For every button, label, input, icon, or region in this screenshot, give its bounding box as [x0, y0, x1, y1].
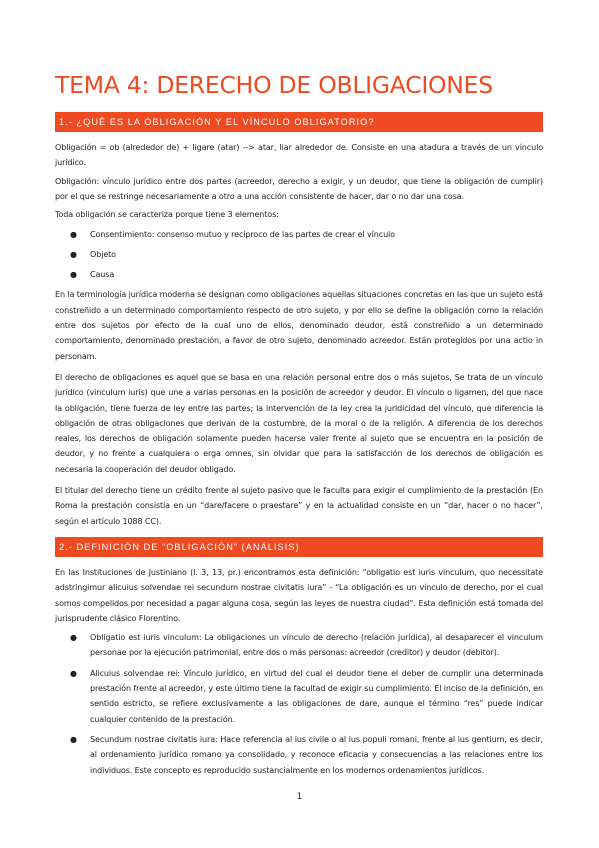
- section-heading-2: 2.- DEFINICIÓN DE “OBLIGACIÓN” (ANÁLISIS): [55, 537, 543, 557]
- list-item: ● Secundum nostrae civitatis iura: Hace referencia al ius civile o al ius populi romani, frente al ius gentium, es decir, al ordenamiento jurídico romano ya consolidado, y reconoce eficacia y consecuencias a las relaciones entre los individuos. Este concepto es reproducido sustancialmente en los modernos ordenamientos jurídicos.: [55, 732, 543, 778]
- elements-list: [55, 227, 543, 287]
- paragraph-terminology: En la terminología jurídica moderna se designan como obligaciones aquellas situaciones concretas en las que un sujeto está constreñido a un determinado comportamiento respecto de otro sujeto, y por ello se define la obligación como la relación entre dos sujetos por efecto de la cual uno de ellos, denominado deudor, está constreñido a un determinado comportamiento, denominado prestación, a favor de otro sujeto, denominado acreedor. Están protegidos por una actio in personam.: [55, 290, 543, 361]
- bullet-icon: ●: [70, 668, 77, 678]
- paragraph-obligations-law: El derecho de obligaciones es aquel que se basa en una relación personal entre dos o más sujetos, Se trata de un vínculo jurídico (vinculum iuris) que une a varias personas en la posición de acreedor y deudor. El vínculo o ligamen, del que nace la obligación, tiene fuerza de ley entre las partes; la intervención de la ley crea la juridicidad del vínculo, que diferencia la obligación de otras obligaciones que derivan de la costumbre, de la moral o de la religión. A diferencia de los derechos reales, los derechos de obligación solamente pueden hacerse valer frente al sujeto que se encuentra en la posición de deudor, y no frente a cualquiera o erga omnes, sin olvidar que para la satisfacción de los derechos de obligación es necesaria la cooperación del deudor obligado.: [55, 372, 543, 474]
- paragraph-etymology: Obligación = ob (alrededor de) + ligare (atar) --> atar, liar alrededor de. Consiste en una atadura a través de un vínculo jurídico.: [55, 143, 543, 168]
- bullet-icon: ●: [70, 250, 77, 260]
- page-number: 1: [296, 792, 303, 802]
- list-item: ● Consentimiento: consenso mutuo y recíproco de las partes de crear el vínculo: [55, 227, 543, 247]
- document-title: TEMA 4: DERECHO DE OBLIGACIONES: [55, 71, 493, 99]
- bullet-icon: ●: [70, 270, 77, 280]
- list-item: ● Causa: [55, 267, 543, 287]
- paragraph-credit-holder: El titular del derecho tiene un crédito frente al sujeto pasivo que le faculta para exigir el cumplimiento de la prestación (En Roma la prestación consistía en un “dare/facere o praestare” y en la actualidad consiste en un “dar, hacer o no hacer”, según el artículo 1088 CC).: [55, 486, 543, 526]
- list-item: ● Alicuius solvendae rei: Vínculo jurídico, en virtud del cual el deudor tiene el deber de cumplir una determinada prestación frente al acreedor, y este último tiene la facultad de exigir su cumplimiento. El inciso de la definición, en sentido estricto, se refiere exclusivamente a las obligaciones de dare, aunque el término “res” puede indicar cualquier contenido de la prestación.: [55, 666, 543, 727]
- bullet-icon: ●: [70, 734, 77, 744]
- paragraph-elements-intro: Toda obligación se caracteriza porque tiene 3 elementos:: [55, 210, 279, 220]
- bullet-icon: ●: [70, 633, 77, 643]
- paragraph-justinian: En las Instituciones de Justiniano (I. 3, 13, pr.) encontramos esta definición: “obligatio est iuris vinculum, quo necessitate adstringimur alicuius solvendae rei secundum nostrae civitatis iura” - “La obligación es un vínculo de derecho, por el cual somos compelidos por necesidad a pagar alguna cosa, según las leyes de nuestra ciudad”. Esta definición está tomada del jurisprudente clásico Florentino.: [55, 567, 543, 623]
- paragraph-definition: Obligación: vínculo jurídico entre dos partes (acreedor, derecho a exigir, y un deudor, que tiene la obligación de cumplir) por el que se restringe necesariamente a otro a una acción consistente de hacer, dar o no dar una cosa.: [55, 176, 543, 201]
- bullet-icon: ●: [70, 230, 77, 240]
- definition-analysis-list: [55, 630, 543, 778]
- list-item: ● Obligatio est iuris vinculum: La obligaciones un vínculo de derecho (relación jurídica), al desaparecer el vinculum personae por la ejecución patrimonial, entre dos o más personas: acreedor (creditor) y deudor (debitor).: [55, 630, 543, 661]
- list-item: ● Objeto: [55, 247, 543, 267]
- section-heading-1: 1.- ¿QUÉ ES LA OBLIGACIÓN Y EL VÍNCULO OBLIGATORIO?: [55, 112, 543, 132]
